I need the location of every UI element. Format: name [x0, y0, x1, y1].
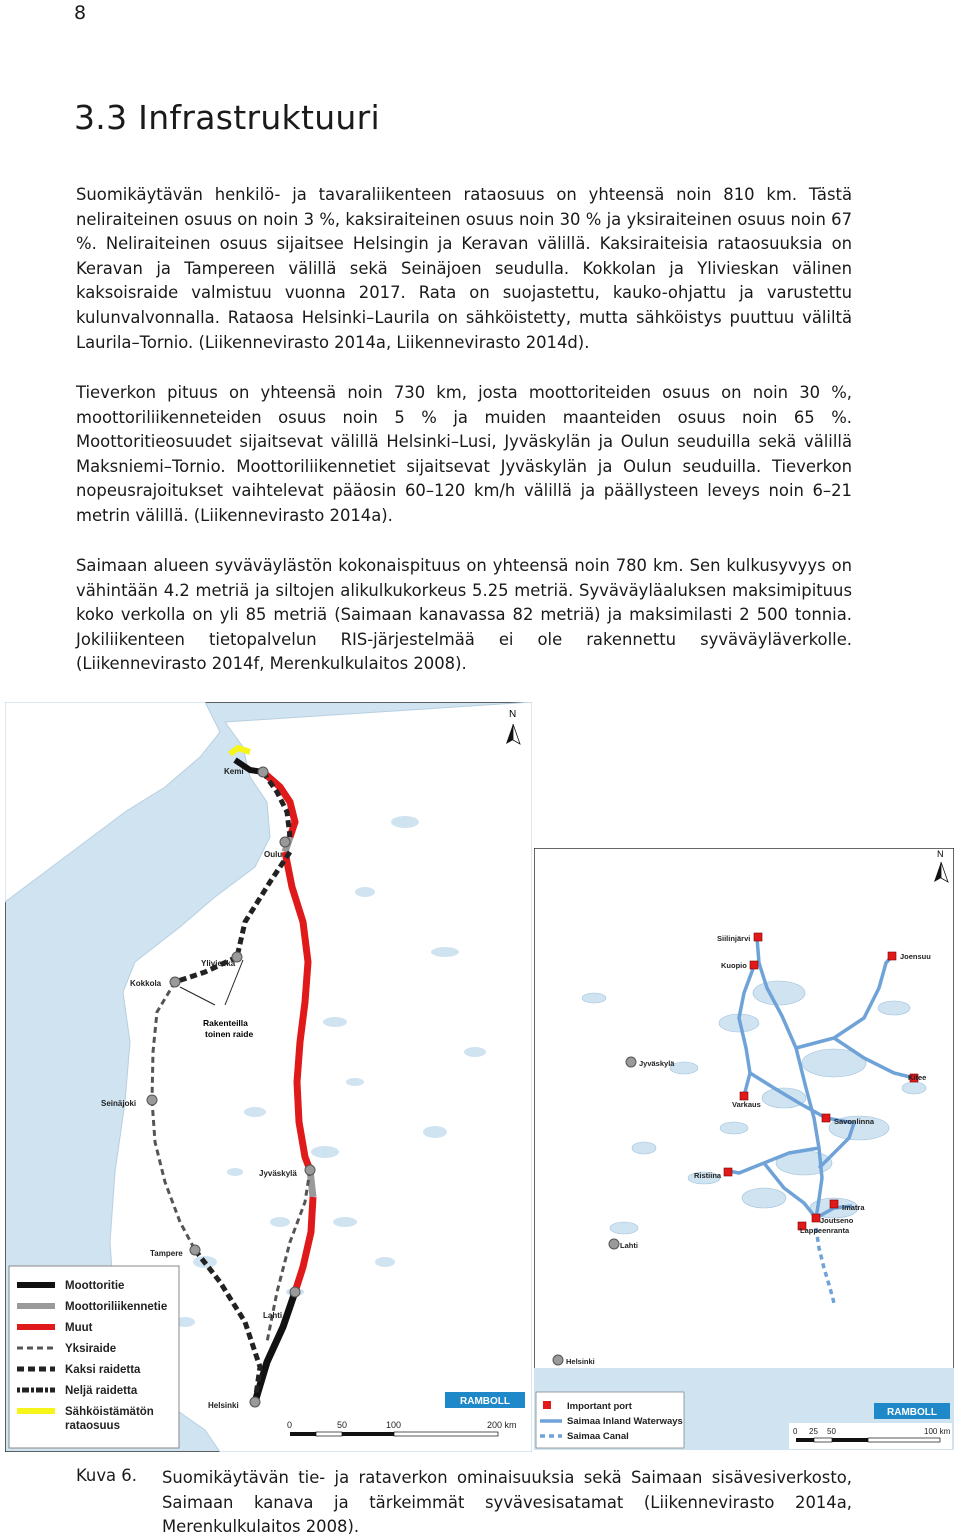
port-label-imatra: Imatra: [842, 1203, 865, 1212]
legend-inland-waterways: Saimaa Inland Waterways: [567, 1416, 683, 1427]
city-marker-jyvaskyla: [626, 1057, 636, 1067]
road-rail-network-map: [5, 702, 532, 1452]
scale-tick-0: 0: [793, 1427, 798, 1436]
scale-tick-100: 100: [386, 1420, 402, 1430]
city-label-jyvaskyla: Jyväskylä: [259, 1169, 297, 1178]
city-label-kokkola: Kokkola: [130, 979, 162, 988]
scale-tick-50: 50: [827, 1427, 836, 1436]
annotation-text-2: toinen raide: [205, 1029, 254, 1039]
city-label-helsinki: Helsinki: [208, 1401, 239, 1410]
city-marker-kokkola: [170, 977, 180, 987]
legend-motorway: Moottoritie: [65, 1280, 125, 1292]
port-marker-varkaus: [740, 1092, 748, 1100]
legend-other-roads: Muut: [65, 1322, 93, 1334]
north-label: N: [509, 709, 517, 720]
scale-bar: [283, 1412, 531, 1450]
legend-single-track: Yksiraide: [65, 1343, 117, 1355]
city-label-kemi: Kemi: [224, 767, 244, 776]
port-marker-ristiina: [724, 1168, 732, 1176]
legend-double-track: Kaksi raidetta: [65, 1364, 141, 1376]
figure-label: Kuva 6.: [76, 1466, 137, 1485]
logo-text: RAMBOLL: [887, 1407, 937, 1418]
saimaa-waterways-map: [534, 848, 954, 1450]
legend-saimaa-canal: Saimaa Canal: [567, 1431, 629, 1442]
page-number: 8: [74, 2, 87, 24]
legend-expressway: Moottoriliikennetie: [65, 1301, 168, 1313]
city-marker-lahti: [609, 1239, 619, 1249]
legend-four-track: Neljä raidetta: [65, 1385, 138, 1397]
legend-unelectrified-1: Sähköistämätön: [65, 1406, 154, 1418]
port-label-siilinjarvi: Siilinjärvi: [717, 934, 751, 943]
city-marker-oulu: [280, 837, 290, 847]
city-marker-jyvaskyla: [305, 1165, 315, 1175]
city-marker-helsinki: [250, 1397, 260, 1407]
logo-text: RAMBOLL: [460, 1396, 510, 1407]
scale-tick-0: 0: [287, 1420, 293, 1430]
city-label-helsinki: Helsinki: [566, 1357, 595, 1366]
city-label-oulu: Oulu: [264, 850, 283, 859]
port-marker-siilinjarvi: [754, 933, 762, 941]
ramboll-logo: [445, 1392, 525, 1408]
scale-tick-50: 50: [337, 1420, 348, 1430]
scale-tick-100: 100 km: [924, 1427, 951, 1436]
scale-tick-25: 25: [809, 1427, 818, 1436]
city-label-tampere: Tampere: [150, 1249, 183, 1258]
port-marker-savonlinna: [822, 1114, 830, 1122]
city-marker-tampere: [190, 1245, 200, 1255]
port-marker-joutseno: [812, 1214, 820, 1222]
map-legend: [536, 1392, 684, 1448]
city-label-ylivieska: Ylivieska: [201, 959, 236, 968]
scale-bar: [789, 1423, 952, 1449]
north-label: N: [937, 849, 944, 859]
port-label-savonlinna: Savonlinna: [834, 1117, 875, 1126]
port-label-joensuu: Joensuu: [900, 952, 931, 961]
city-marker-seinajoki: [147, 1095, 157, 1105]
city-label-seinajoki: Seinäjoki: [101, 1099, 137, 1108]
city-label-lahti: Lahti: [263, 1311, 283, 1320]
port-label-ristiina: Ristiina: [694, 1171, 722, 1180]
city-marker-lahti: [290, 1287, 300, 1297]
section-heading: 3.3 Infrastruktuuri: [74, 98, 380, 137]
city-marker-helsinki: [553, 1355, 563, 1365]
legend-unelectrified-2: rataosuus: [65, 1420, 120, 1432]
map-legend: [9, 1266, 179, 1448]
port-label-varkaus: Varkaus: [732, 1100, 761, 1109]
figure-caption: Suomikäytävän tie- ja rataverkon ominaisuuksia sekä Saimaan sisävesiverkosto, Saimaan kanava ja tärkeimmät syvävesisatamat (Liikennevirasto 2014a, Merenkulkulaitos 2008).: [162, 1468, 852, 1537]
annotation-text-1: Rakenteilla: [203, 1018, 248, 1028]
city-label-jyvaskyla: Jyväskylä: [639, 1059, 675, 1068]
legend-important-port: Important port: [567, 1401, 632, 1412]
ramboll-logo: [874, 1403, 950, 1419]
paragraph-railway: Suomikäytävän henkilö- ja tavaraliikenteen rataosuus on yhteensä noin 810 km. Tästä neliraiteinen osuus on noin 3 %, kaksiraiteinen osuus noin 30 % ja yksiraiteinen osuus noin 67 %. Neliraiteinen osuus sijaitsee Helsingin ja Keravan välillä. Kaksiraiteisia rataosuuksia on Keravan ja Tampereen välillä sekä Seinäjoen seudulla. Kokkolan ja Ylivieskan välinen kaksoisraide valmistuu vuonna 2017. Rata on suojastettu, kauko-ohjattu ja varustettu kulunvalvonnalla. Rataosa Helsinki–Laurila on sähköistetty, mutta sähköistys puuttuu väliltä Laurila–Tornio. (Liikennevirasto 2014a, Liikennevirasto 2014d).: [76, 185, 852, 352]
port-marker-imatra: [830, 1200, 838, 1208]
port-marker-kuopio: [750, 961, 758, 969]
scale-tick-200: 200 km: [487, 1420, 517, 1430]
paragraph-waterways: Saimaan alueen syväväylästön kokonaispituus on yhteensä noin 780 km. Sen kulkusyvyys on vähintään 4.2 metriä ja siltojen alikulkukorkeus 5.25 metriä. Syväväyläaluksen maksimipituus koko verkolla on yli 85 metriä (Saimaan kanavassa 82 metriä) ja maksimilasti 2 500 tonnia. Jokiliikenteen tietopalvelun RIS-järjestelmää ei ole rakennettu syväväyläverkolle. (Liikennevirasto 2014f, Merenkulkulaitos 2008).: [76, 556, 852, 674]
port-label-lappeenranta: Lappeenranta: [800, 1226, 850, 1235]
port-label-joutseno: Joutseno: [820, 1216, 854, 1225]
port-label-kitee: Kitee: [908, 1073, 927, 1082]
port-marker-joensuu: [888, 952, 896, 960]
city-marker-kemi: [258, 767, 268, 777]
port-label-kuopio: Kuopio: [721, 961, 747, 970]
paragraph-road-network: Tieverkon pituus on yhteensä noin 730 km, josta moottoriteiden osuus on noin 30 %, moottoriliikenneteiden osuus noin 5 % ja muiden maanteiden osuus noin 65 %. Moottoritieosuudet sijaitsevat välillä Helsinki–Lusi, Jyväskylän ja Oulun seuduilla sekä välillä Maksniemi–Tornio. Moottoriliikennetiet sijaitsevat Jyväskylän ja Oulun seuduilla. Tieverkon nopeusrajoitukset vaihtelevat pääosin 60–120 km/h välillä ja päällysteen leveys noin 6–21 metrin välillä. (Liikennevirasto 2014a).: [76, 383, 852, 525]
city-label-lahti: Lahti: [620, 1241, 638, 1250]
